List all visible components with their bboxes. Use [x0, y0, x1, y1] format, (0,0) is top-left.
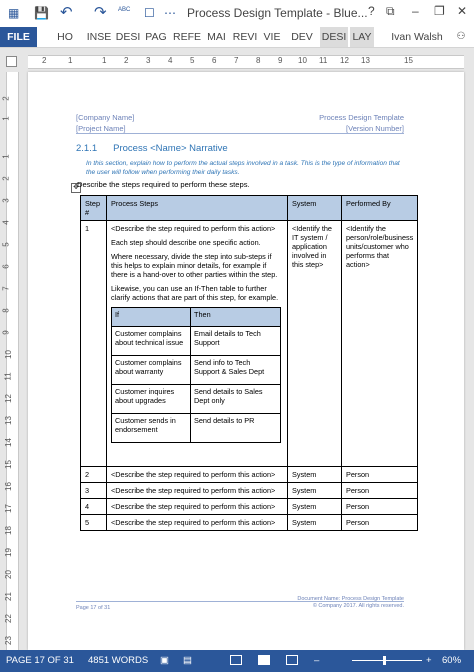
- minimize-button[interactable]: –: [412, 4, 419, 18]
- tab-insert[interactable]: INSE: [86, 31, 112, 43]
- macro-recording-icon[interactable]: ▤: [183, 655, 192, 666]
- step-number: 4: [81, 499, 107, 515]
- if-then-table[interactable]: [111, 307, 281, 443]
- tab-view[interactable]: VIE: [263, 31, 281, 43]
- header-version: [Version Number]: [346, 124, 404, 133]
- table-row[interactable]: [81, 515, 418, 531]
- step-number: 1: [81, 221, 107, 467]
- if-cell: Customer inquires about upgrades: [112, 385, 191, 414]
- more-commands-icon[interactable]: ⋯: [164, 6, 176, 20]
- header-template-name: Process Design Template: [319, 113, 404, 122]
- step-guidance: Each step should describe one specific action.: [111, 238, 261, 247]
- if-cell: Customer complains about warranty: [112, 356, 191, 385]
- then-cell: Send info to Tech Support & Sales Dept: [191, 356, 281, 385]
- description-text: Describe the steps required to perform these steps.: [77, 180, 250, 189]
- document-title: Process Design Template - Blue...: [187, 6, 368, 20]
- redo-icon[interactable]: ↷: [94, 4, 107, 21]
- page-count[interactable]: PAGE 17 OF 31: [6, 655, 74, 666]
- performed-by-cell: Person: [342, 515, 418, 531]
- header-system: System: [288, 196, 342, 221]
- table-row[interactable]: [81, 483, 418, 499]
- zoom-out-button[interactable]: –: [314, 655, 320, 666]
- table-row[interactable]: [112, 356, 281, 385]
- tab-design[interactable]: DESI: [115, 31, 141, 43]
- zoom-slider[interactable]: [352, 660, 422, 661]
- vertical-ruler[interactable]: 2 1 1 2 3 4 5 6 7 8 9 10 11 12 13 14 15 16 17 18 19 20 21 22 23: [0, 72, 22, 650]
- table-header-row: [81, 196, 418, 221]
- person-icon[interactable]: ⚇: [456, 31, 466, 42]
- zoom-slider-thumb[interactable]: [383, 656, 386, 665]
- system-cell: System: [288, 499, 342, 515]
- word-logo-icon[interactable]: ▦: [8, 6, 20, 20]
- step-number: 3: [81, 483, 107, 499]
- status-bar: [0, 650, 474, 672]
- step-number: 5: [81, 515, 107, 531]
- table-row[interactable]: [112, 327, 281, 356]
- performed-by-cell: Person: [342, 483, 418, 499]
- undo-icon[interactable]: ↶: [60, 4, 73, 21]
- process-steps-table[interactable]: [80, 195, 418, 531]
- header-step: Step #: [81, 196, 107, 221]
- tab-file[interactable]: FILE: [0, 27, 37, 47]
- then-cell: Send details to Sales Dept only: [191, 385, 281, 414]
- process-step-cell: <Describe the step required to perform this action>: [107, 467, 288, 483]
- process-step-cell: <Describe the step required to perform this action>: [107, 483, 288, 499]
- performed-by-cell: Person: [342, 467, 418, 483]
- spelling-icon[interactable]: ABC: [118, 7, 131, 13]
- heading-number: 2.1.1: [76, 143, 98, 154]
- help-button[interactable]: ?: [368, 4, 375, 18]
- header-performed-by: Performed By: [342, 196, 418, 221]
- checkbox-icon[interactable]: ☐: [144, 6, 155, 20]
- step-number: 2: [81, 467, 107, 483]
- step-guidance: Where necessary, divide the step into sub-steps if this helps to explain minor details, for example if there is a hand-over to other parties within the step.: [111, 252, 278, 279]
- process-step-cell: <Describe the step required to perform this action>: [107, 499, 288, 515]
- print-layout-icon[interactable]: [258, 655, 270, 668]
- heading-text: Process <Name> Narrative: [113, 143, 228, 154]
- header-if: If: [112, 308, 191, 327]
- header-process-steps: Process Steps: [107, 196, 288, 221]
- tab-home[interactable]: HO: [57, 31, 73, 43]
- tab-references[interactable]: REFE: [172, 31, 201, 43]
- intro-text: In this section, explain how to perform the actual steps involved in a task. This is the type of information that the user will follow when performing their daily tasks.: [86, 160, 400, 176]
- table-move-handle-icon[interactable]: ✥: [71, 183, 81, 193]
- restore-button[interactable]: ❐: [434, 4, 445, 18]
- tab-developer[interactable]: DEV: [291, 31, 313, 43]
- table-row[interactable]: [81, 221, 418, 467]
- web-layout-icon[interactable]: [286, 655, 298, 668]
- tab-table-design[interactable]: DESI: [320, 27, 348, 47]
- system-cell: System: [288, 483, 342, 499]
- word-count[interactable]: 4851 WORDS: [88, 655, 149, 666]
- if-cell: Customer sends in endorsement: [112, 414, 191, 443]
- table-row[interactable]: [81, 467, 418, 483]
- table-row[interactable]: [81, 499, 418, 515]
- zoom-in-button[interactable]: +: [426, 655, 432, 666]
- header-divider: [76, 133, 404, 134]
- horizontal-ruler[interactable]: 2 1 1 2 3 4 5 6 7 8 9 10 11 12 13 15: [0, 48, 474, 72]
- header-project-name: [Project Name]: [76, 124, 126, 133]
- ribbon-display-options-icon[interactable]: ⧉: [386, 4, 395, 18]
- tab-review[interactable]: REVI: [232, 31, 258, 43]
- header-then: Then: [191, 308, 281, 327]
- zoom-level[interactable]: 60%: [442, 655, 462, 666]
- then-cell: Email details to Tech Support: [191, 327, 281, 356]
- tab-page-layout[interactable]: PAG: [145, 31, 167, 43]
- performed-by-cell: Person: [342, 499, 418, 515]
- if-then-header-row: [112, 308, 281, 327]
- close-button[interactable]: ✕: [457, 4, 468, 18]
- tab-selector-icon[interactable]: [6, 56, 17, 67]
- then-cell: Send details to PR: [191, 414, 281, 443]
- tab-table-layout[interactable]: LAY: [350, 27, 374, 47]
- step-description: <Describe the step required to perform this action>: [111, 224, 276, 233]
- footer-page-number: Page 17 of 31: [76, 605, 111, 611]
- table-row[interactable]: [112, 385, 281, 414]
- header-company-name: [Company Name]: [76, 113, 135, 122]
- ribbon-tabs: [0, 27, 474, 48]
- system-cell: System: [288, 467, 342, 483]
- process-step-cell[interactable]: [107, 221, 288, 467]
- table-row[interactable]: [112, 414, 281, 443]
- section-heading: [76, 143, 228, 154]
- process-step-cell: <Describe the step required to perform this action>: [107, 515, 288, 531]
- step-guidance: Likewise, you can use an If-Then table to further clarify actions that are part of this step, for example.: [111, 284, 279, 302]
- read-mode-icon[interactable]: [230, 655, 242, 668]
- proofing-icon[interactable]: ▣: [160, 655, 169, 666]
- tab-mailings[interactable]: MAI: [207, 31, 226, 43]
- performed-by-cell: <Identify the person/role/business units/customer who performs that action>: [342, 221, 418, 467]
- user-name[interactable]: Ivan Walsh: [391, 31, 443, 43]
- footer-document-name: Document Name: Process Design Template: [297, 596, 404, 602]
- system-cell: System: [288, 515, 342, 531]
- if-cell: Customer complains about technical issue: [112, 327, 191, 356]
- footer-copyright: © Company 2017. All rights reserved.: [312, 603, 404, 609]
- title-bar: [0, 0, 474, 27]
- system-cell: <Identify the IT system / application involved in this step>: [288, 221, 342, 467]
- save-icon[interactable]: 💾: [34, 6, 49, 20]
- document-page[interactable]: [28, 72, 464, 650]
